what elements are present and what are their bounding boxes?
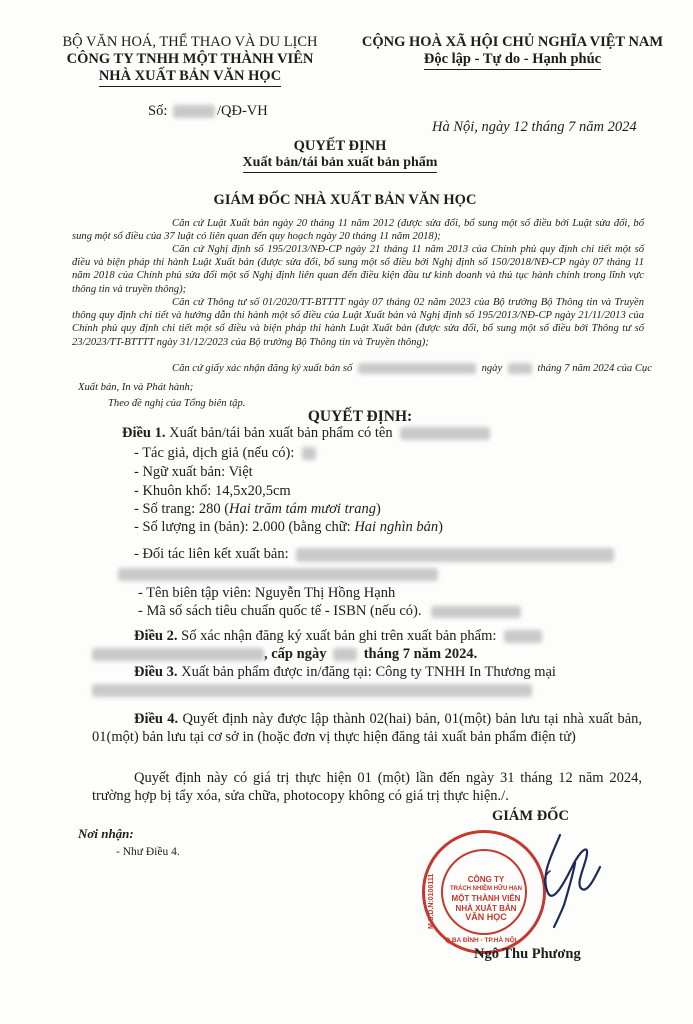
validity-clause: Quyết định này có giá trị thực hiện 01 (một) lần đến ngày 31 tháng 12 năm 2024, trường hợp bị tẩy xóa, sửa chữa, photocopy không có giá trị thực hiện./. (92, 770, 642, 804)
article-1-pages (134, 500, 381, 518)
company-name: CÔNG TY TNHH MỘT THÀNH VIÊN (66, 51, 314, 67)
redacted-registration-day (508, 363, 532, 374)
legal-basis-4-text: Căn cứ giấy xác nhận đăng ký xuất bản số (172, 363, 353, 374)
seal-line-1: CÔNG TY (467, 875, 505, 884)
pages-close: ) (376, 501, 381, 517)
redacted-author (302, 447, 316, 460)
legal-basis-4-date-rest: tháng 7 năm 2024 của Cục (537, 363, 652, 374)
redacted-publication-title (400, 427, 490, 440)
article-1-size: - Khuôn khổ: 14,5x20,5cm (134, 483, 291, 499)
article-1-label: Điều 1. (122, 425, 166, 441)
date-line: Hà Nội, ngày 12 tháng 7 năm 2024 (432, 119, 637, 135)
redacted-isbn (431, 606, 521, 618)
signer-name: Ngô Thu Phương (474, 946, 581, 962)
decision-number (148, 102, 268, 120)
recipient-item: - Như Điều 4. (116, 846, 180, 858)
seal-line-4: NHÀ XUẤT BẢN (455, 903, 517, 913)
recipients-label: Nơi nhận: (78, 826, 134, 841)
redacted-number (173, 105, 215, 118)
article-4 (92, 710, 642, 746)
article-1-editor: - Tên biên tập viên: Nguyễn Thị Hồng Hạnh (138, 585, 396, 601)
national-motto: Độc lập - Tự do - Hạnh phúc (424, 51, 601, 70)
article-3-label: Điều 3. (134, 664, 178, 680)
redacted-confirmation-number-cont (92, 648, 264, 661)
redacted-issue-day (333, 648, 357, 661)
seal-line-2: TRÁCH NHIỆM HỮU HẠN (450, 885, 522, 892)
article-2-date: tháng 7 năm 2024. (363, 646, 478, 662)
director-title: GIÁM ĐỐC NHÀ XUẤT BẢN VĂN HỌC (213, 192, 477, 208)
ministry-name: BỘ VĂN HOÁ, THỂ THAO VÀ DU LỊCH (62, 34, 318, 50)
seal-line-5: VĂN HỌC (465, 912, 507, 922)
legal-basis-5: Theo đề nghị của Tổng biên tập. (108, 398, 246, 409)
signature-role: GIÁM ĐỐC (492, 808, 569, 824)
article-1-quantity (134, 518, 443, 536)
legal-basis-4-date-word: ngày (481, 363, 503, 374)
article-2-issued: , cấp ngày (264, 646, 327, 662)
quantity-in-words: Hai nghìn bản (354, 519, 439, 535)
quantity-text: - Số lượng in (bản): 2.000 (bằng chữ: (134, 519, 351, 535)
redacted-printer-address (92, 684, 532, 697)
article-2-cont (92, 645, 477, 663)
seal-ring-left: M.S.D.N:0100111 (428, 873, 435, 929)
redacted-partner-cont (118, 568, 438, 581)
article-1-text: Xuất bản/tái bản xuất bản phẩm có tên (169, 425, 393, 441)
publisher-name: NHÀ XUẤT BẢN VĂN HỌC (99, 68, 281, 87)
number-suffix: /QĐ-VH (216, 103, 268, 119)
seal-line-3: MỘT THÀNH VIÊN (451, 894, 521, 903)
article-2-text: Số xác nhận đăng ký xuất bản ghi trên xuất bản phẩm: (181, 628, 497, 644)
article-4-text: Quyết định này được lập thành 02(hai) bản, 01(một) bản lưu tại nhà xuất bản, 01(một) bản lưu tại cơ sở in (hoặc đơn vị thực hiện đăng tải xuất bản phẩm điện tử) (92, 711, 643, 745)
pages-text: - Số trang: 280 ( (134, 501, 230, 517)
document-title: QUYẾT ĐỊNH (293, 138, 387, 154)
article-1-author (134, 444, 316, 462)
legal-basis-2: Căn cứ Nghị định số 195/2013/NĐ-CP ngày 21 tháng 11 năm 2013 của Chính phủ quy định chi tiết một số điều và biện pháp thi hành Luật Xuất bản (được sửa đổi, bổ sung một số điều bởi Nghị định số 150/2018/NĐ-CP ngày 07 tháng 11 năm 2018 của Chính phủ sửa đổi một số Nghị định liên quan đến điều kiện đầu tư kinh doanh và thủ tục hành chính trong lĩnh vực thông tin và truyền thông); (72, 244, 644, 295)
article-1-language: - Ngữ xuất bản: Việt (134, 464, 253, 480)
author-label: - Tác giả, dịch giả (nếu có): (134, 445, 295, 461)
quantity-close: ) (438, 519, 443, 535)
legal-basis-4-agency: Xuất bản, In và Phát hành; (78, 382, 194, 393)
legal-basis-3: Căn cứ Thông tư số 01/2020/TT-BTTTT ngày 07 tháng 02 năm 2023 của Bộ trưởng Bộ Thông tin và Truyền thông quy định chi tiết và hướng dẫn thi hành một số điều của Luật Xuất bản và Nghị định số 195/2013/NĐ-CP ngày 21/11/2013 của Chính phủ quy định chi tiết một số điều và biện pháp thi hành Luật Xuất bản (được sửa đổi, bổ sung một số điều bởi Thông tư số 23/2023/TT-BTTTT ngày 31/12/2023 của Bộ trưởng Bộ Thông tin và Truyền thông); (72, 297, 644, 348)
country-name: CỘNG HOÀ XÃ HỘI CHỦ NGHĨA VIỆT NAM (361, 34, 664, 50)
seal-ring-bottom: Q.BA ĐÌNH - TP.HÀ NỘI (445, 937, 517, 944)
issuer-header (40, 34, 340, 87)
legal-basis-4 (172, 362, 652, 375)
handwritten-signature (490, 815, 610, 935)
number-label: Số: (148, 103, 168, 119)
article-3-text: Xuất bản phẩm được in/đăng tại: Công ty TNHH In Thương mại (181, 664, 556, 680)
article-2 (134, 627, 542, 645)
national-header (345, 34, 680, 70)
document-subtitle: Xuất bản/tái bản xuất bản phẩm (243, 155, 438, 173)
article-1-partner (134, 545, 614, 563)
article-1 (122, 424, 490, 442)
redacted-confirmation-number (504, 630, 542, 643)
redacted-partner (296, 548, 614, 562)
article-4-label: Điều 4. (134, 711, 179, 727)
article-2-label: Điều 2. (134, 628, 178, 644)
partner-label: - Đối tác liên kết xuất bản: (134, 546, 289, 562)
legal-basis-1: Căn cứ Luật Xuất bản ngày 20 tháng 11 năm 2012 (được sửa đổi, bổ sung một số điều bởi Luật sửa đổi, bổ sung một số điều của 37 luật có liên quan đến quy hoạch ngày 20 tháng 11 năm 2018); (72, 218, 644, 243)
isbn-label: - Mã số sách tiêu chuẩn quốc tế - ISBN (nếu có). (138, 603, 422, 619)
pages-in-words: Hai trăm tám mươi trang (229, 501, 377, 517)
decision-heading: QUYẾT ĐỊNH: (307, 408, 413, 425)
article-3 (134, 663, 556, 681)
redacted-registration-number (358, 363, 476, 374)
article-1-isbn (138, 602, 521, 620)
